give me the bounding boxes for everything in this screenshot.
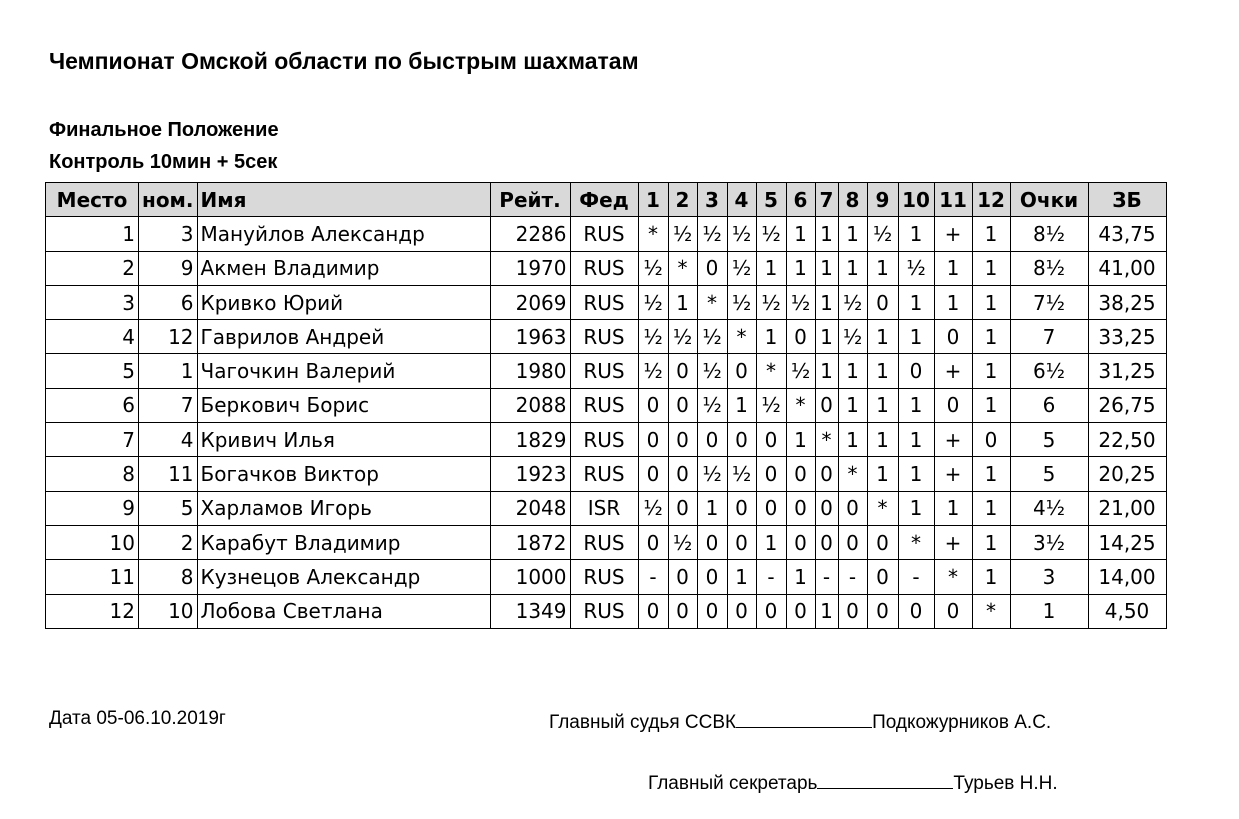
result-cell: 1 xyxy=(972,251,1010,285)
result-cell: 1 xyxy=(727,388,756,422)
result-cell: 0 xyxy=(815,388,838,422)
result-cell: * xyxy=(697,285,727,319)
rating-cell: 1872 xyxy=(490,525,570,559)
name-cell: Кривко Юрий xyxy=(197,285,490,319)
result-cell: 1 xyxy=(815,217,838,251)
result-cell: 1 xyxy=(867,320,898,354)
result-cell: 0 xyxy=(638,423,668,457)
name-cell: Мануйлов Александр xyxy=(197,217,490,251)
result-cell: 0 xyxy=(697,594,727,628)
result-cell: 0 xyxy=(934,594,972,628)
number-cell: 8 xyxy=(139,560,198,594)
result-cell: 1 xyxy=(815,320,838,354)
signature-line xyxy=(817,787,953,789)
rating-cell: 2069 xyxy=(490,285,570,319)
chief-secretary-signature xyxy=(648,773,1058,795)
rating-cell: 2286 xyxy=(490,217,570,251)
result-cell: * xyxy=(638,217,668,251)
result-cell: 0 xyxy=(668,457,697,491)
federation-cell: RUS xyxy=(570,594,638,628)
result-cell: ½ xyxy=(668,217,697,251)
signature-line xyxy=(736,726,872,728)
col-round-header: 2 xyxy=(668,183,697,217)
result-cell: ½ xyxy=(668,525,697,559)
rating-cell: 1829 xyxy=(490,423,570,457)
result-cell: * xyxy=(668,251,697,285)
table-row xyxy=(46,285,1167,319)
col-round-header: 6 xyxy=(786,183,815,217)
result-cell: ½ xyxy=(756,285,786,319)
rating-cell: 2048 xyxy=(490,491,570,525)
name-cell: Кузнецов Александр xyxy=(197,560,490,594)
points-cell: 5 xyxy=(1010,457,1088,491)
name-cell: Акмен Владимир xyxy=(197,251,490,285)
federation-cell: RUS xyxy=(570,251,638,285)
result-cell: 1 xyxy=(786,217,815,251)
result-cell: ½ xyxy=(638,285,668,319)
page-title: Чемпионат Омской области по быстрым шахматам xyxy=(49,48,639,74)
rating-cell: 1349 xyxy=(490,594,570,628)
result-cell: 1 xyxy=(786,251,815,285)
result-cell: + xyxy=(934,217,972,251)
result-cell: + xyxy=(934,525,972,559)
result-cell: - xyxy=(638,560,668,594)
name-cell: Богачков Виктор xyxy=(197,457,490,491)
col-round-header: 1 xyxy=(638,183,668,217)
federation-cell: RUS xyxy=(570,217,638,251)
result-cell: 1 xyxy=(898,423,934,457)
result-cell: ½ xyxy=(668,320,697,354)
result-cell: 1 xyxy=(756,320,786,354)
result-cell: ½ xyxy=(756,388,786,422)
result-cell: 0 xyxy=(786,320,815,354)
name-cell: Харламов Игорь xyxy=(197,491,490,525)
result-cell: 0 xyxy=(867,525,898,559)
result-cell: ½ xyxy=(838,285,867,319)
federation-cell: RUS xyxy=(570,388,638,422)
tiebreak-cell: 21,00 xyxy=(1088,491,1166,525)
place-cell: 1 xyxy=(46,217,139,251)
result-cell: 0 xyxy=(668,388,697,422)
place-cell: 10 xyxy=(46,525,139,559)
number-cell: 3 xyxy=(139,217,198,251)
table-row xyxy=(46,491,1167,525)
place-cell: 11 xyxy=(46,560,139,594)
result-cell: 1 xyxy=(898,457,934,491)
result-cell: 0 xyxy=(786,525,815,559)
result-cell: ½ xyxy=(638,251,668,285)
result-cell: ½ xyxy=(727,217,756,251)
result-cell: 1 xyxy=(815,354,838,388)
result-cell: 1 xyxy=(972,491,1010,525)
result-cell: 1 xyxy=(786,423,815,457)
place-cell: 7 xyxy=(46,423,139,457)
rating-cell: 1923 xyxy=(490,457,570,491)
table-header-row xyxy=(46,183,1167,217)
result-cell: ½ xyxy=(727,285,756,319)
result-cell: * xyxy=(898,525,934,559)
result-cell: - xyxy=(756,560,786,594)
result-cell: 1 xyxy=(867,457,898,491)
col-round-header: 11 xyxy=(934,183,972,217)
number-cell: 2 xyxy=(139,525,198,559)
standings-table xyxy=(45,182,1167,629)
result-cell: 0 xyxy=(727,491,756,525)
place-cell: 9 xyxy=(46,491,139,525)
result-cell: + xyxy=(934,354,972,388)
result-cell: * xyxy=(786,388,815,422)
tiebreak-cell: 4,50 xyxy=(1088,594,1166,628)
name-cell: Кривич Илья xyxy=(197,423,490,457)
result-cell: + xyxy=(934,423,972,457)
table-row xyxy=(46,594,1167,628)
table-row xyxy=(46,388,1167,422)
table-row xyxy=(46,560,1167,594)
col-place-header: Место xyxy=(46,183,139,217)
result-cell: ½ xyxy=(697,457,727,491)
result-cell: 0 xyxy=(756,423,786,457)
col-number-header: ном. xyxy=(139,183,198,217)
result-cell: ½ xyxy=(638,491,668,525)
col-round-header: 4 xyxy=(727,183,756,217)
federation-cell: RUS xyxy=(570,354,638,388)
number-cell: 10 xyxy=(139,594,198,628)
points-cell: 7 xyxy=(1010,320,1088,354)
federation-cell: RUS xyxy=(570,320,638,354)
table-row xyxy=(46,457,1167,491)
col-round-header: 12 xyxy=(972,183,1010,217)
result-cell: 0 xyxy=(756,491,786,525)
result-cell: 1 xyxy=(972,388,1010,422)
place-cell: 4 xyxy=(46,320,139,354)
tiebreak-cell: 43,75 xyxy=(1088,217,1166,251)
points-cell: 8½ xyxy=(1010,217,1088,251)
result-cell: 0 xyxy=(727,423,756,457)
tiebreak-cell: 26,75 xyxy=(1088,388,1166,422)
col-round-header: 9 xyxy=(867,183,898,217)
result-cell: 1 xyxy=(867,251,898,285)
result-cell: 1 xyxy=(972,457,1010,491)
chief-secretary-name: Турьев Н.Н. xyxy=(953,773,1058,794)
col-federation-header: Фед xyxy=(570,183,638,217)
result-cell: 1 xyxy=(972,217,1010,251)
result-cell: 1 xyxy=(867,354,898,388)
col-round-header: 5 xyxy=(756,183,786,217)
rating-cell: 1000 xyxy=(490,560,570,594)
result-cell: 1 xyxy=(815,285,838,319)
result-cell: 1 xyxy=(815,594,838,628)
federation-cell: RUS xyxy=(570,525,638,559)
result-cell: 1 xyxy=(867,388,898,422)
table-row xyxy=(46,525,1167,559)
result-cell: 0 xyxy=(934,320,972,354)
chief-judge-label: Главный судья ССВК xyxy=(549,712,737,733)
result-cell: 0 xyxy=(638,457,668,491)
tiebreak-cell: 33,25 xyxy=(1088,320,1166,354)
result-cell: 0 xyxy=(697,560,727,594)
result-cell: 1 xyxy=(898,320,934,354)
federation-cell: RUS xyxy=(570,423,638,457)
result-cell: 1 xyxy=(898,388,934,422)
result-cell: ½ xyxy=(838,320,867,354)
place-cell: 3 xyxy=(46,285,139,319)
result-cell: ½ xyxy=(786,285,815,319)
result-cell: ½ xyxy=(697,388,727,422)
chief-judge-name: Подкожурников А.С. xyxy=(872,712,1052,733)
result-cell: ½ xyxy=(638,354,668,388)
result-cell: 0 xyxy=(756,457,786,491)
name-cell: Гаврилов Андрей xyxy=(197,320,490,354)
result-cell: 1 xyxy=(786,560,815,594)
result-cell: 0 xyxy=(756,594,786,628)
result-cell: 1 xyxy=(838,423,867,457)
result-cell: 0 xyxy=(727,525,756,559)
result-cell: 0 xyxy=(638,594,668,628)
table-row xyxy=(46,423,1167,457)
result-cell: 1 xyxy=(898,491,934,525)
tiebreak-cell: 22,50 xyxy=(1088,423,1166,457)
rating-cell: 1963 xyxy=(490,320,570,354)
rating-cell: 2088 xyxy=(490,388,570,422)
place-cell: 8 xyxy=(46,457,139,491)
result-cell: * xyxy=(756,354,786,388)
result-cell: ½ xyxy=(638,320,668,354)
points-cell: 7½ xyxy=(1010,285,1088,319)
result-cell: ½ xyxy=(786,354,815,388)
name-cell: Карабут Владимир xyxy=(197,525,490,559)
result-cell: 0 xyxy=(727,594,756,628)
result-cell: + xyxy=(934,457,972,491)
result-cell: 0 xyxy=(697,251,727,285)
number-cell: 12 xyxy=(139,320,198,354)
result-cell: 0 xyxy=(898,354,934,388)
result-cell: 0 xyxy=(697,423,727,457)
points-cell: 6½ xyxy=(1010,354,1088,388)
result-cell: 0 xyxy=(668,594,697,628)
table-row xyxy=(46,217,1167,251)
result-cell: 1 xyxy=(972,525,1010,559)
col-points-header: Очки xyxy=(1010,183,1088,217)
result-cell: 0 xyxy=(638,388,668,422)
result-cell: 0 xyxy=(697,525,727,559)
col-round-header: 7 xyxy=(815,183,838,217)
result-cell: 0 xyxy=(972,423,1010,457)
tiebreak-cell: 14,25 xyxy=(1088,525,1166,559)
points-cell: 6 xyxy=(1010,388,1088,422)
result-cell: 0 xyxy=(867,285,898,319)
col-name-header: Имя xyxy=(197,183,490,217)
result-cell: * xyxy=(727,320,756,354)
result-cell: 1 xyxy=(815,251,838,285)
tiebreak-cell: 31,25 xyxy=(1088,354,1166,388)
result-cell: 1 xyxy=(838,388,867,422)
result-cell: 0 xyxy=(786,491,815,525)
number-cell: 7 xyxy=(139,388,198,422)
federation-cell: RUS xyxy=(570,457,638,491)
result-cell: 1 xyxy=(934,251,972,285)
col-tiebreak-header: ЗБ xyxy=(1088,183,1166,217)
result-cell: * xyxy=(815,423,838,457)
result-cell: 1 xyxy=(867,423,898,457)
number-cell: 5 xyxy=(139,491,198,525)
col-round-header: 3 xyxy=(697,183,727,217)
tournament-date: Дата 05-06.10.2019г xyxy=(49,708,226,729)
table-row xyxy=(46,251,1167,285)
result-cell: 0 xyxy=(727,354,756,388)
result-cell: 1 xyxy=(934,285,972,319)
result-cell: 0 xyxy=(668,491,697,525)
result-cell: 0 xyxy=(898,594,934,628)
federation-cell: RUS xyxy=(570,560,638,594)
result-cell: 1 xyxy=(972,285,1010,319)
number-cell: 1 xyxy=(139,354,198,388)
result-cell: 0 xyxy=(934,388,972,422)
result-cell: - xyxy=(838,560,867,594)
result-cell: 0 xyxy=(815,491,838,525)
result-cell: ½ xyxy=(867,217,898,251)
result-cell: * xyxy=(838,457,867,491)
result-cell: 1 xyxy=(756,525,786,559)
col-rating-header: Рейт. xyxy=(490,183,570,217)
place-cell: 2 xyxy=(46,251,139,285)
result-cell: 1 xyxy=(697,491,727,525)
result-cell: * xyxy=(934,560,972,594)
result-cell: ½ xyxy=(697,217,727,251)
points-cell: 8½ xyxy=(1010,251,1088,285)
rating-cell: 1970 xyxy=(490,251,570,285)
place-cell: 6 xyxy=(46,388,139,422)
points-cell: 4½ xyxy=(1010,491,1088,525)
result-cell: * xyxy=(972,594,1010,628)
result-cell: 0 xyxy=(838,594,867,628)
points-cell: 3 xyxy=(1010,560,1088,594)
points-cell: 5 xyxy=(1010,423,1088,457)
time-control: Контроль 10мин + 5сек xyxy=(49,151,278,173)
name-cell: Беркович Борис xyxy=(197,388,490,422)
number-cell: 4 xyxy=(139,423,198,457)
result-cell: 1 xyxy=(972,354,1010,388)
result-cell: 0 xyxy=(668,560,697,594)
place-cell: 5 xyxy=(46,354,139,388)
result-cell: 0 xyxy=(786,457,815,491)
result-cell: - xyxy=(815,560,838,594)
result-cell: ½ xyxy=(727,457,756,491)
table-row xyxy=(46,354,1167,388)
name-cell: Чагочкин Валерий xyxy=(197,354,490,388)
points-cell: 3½ xyxy=(1010,525,1088,559)
col-round-header: 10 xyxy=(898,183,934,217)
result-cell: 0 xyxy=(668,354,697,388)
result-cell: 1 xyxy=(972,320,1010,354)
number-cell: 11 xyxy=(139,457,198,491)
result-cell: 0 xyxy=(838,525,867,559)
tiebreak-cell: 20,25 xyxy=(1088,457,1166,491)
result-cell: 0 xyxy=(668,423,697,457)
chief-judge-signature xyxy=(549,712,1051,734)
result-cell: - xyxy=(898,560,934,594)
name-cell: Лобова Светлана xyxy=(197,594,490,628)
chief-secretary-label: Главный секретарь xyxy=(648,773,818,794)
rating-cell: 1980 xyxy=(490,354,570,388)
result-cell: 1 xyxy=(727,560,756,594)
result-cell: 0 xyxy=(867,560,898,594)
result-cell: 1 xyxy=(668,285,697,319)
table-row xyxy=(46,320,1167,354)
points-cell: 1 xyxy=(1010,594,1088,628)
result-cell: ½ xyxy=(697,354,727,388)
tiebreak-cell: 14,00 xyxy=(1088,560,1166,594)
federation-cell: ISR xyxy=(570,491,638,525)
tiebreak-cell: 38,25 xyxy=(1088,285,1166,319)
result-cell: ½ xyxy=(898,251,934,285)
number-cell: 9 xyxy=(139,251,198,285)
standings-subtitle: Финальное Положение xyxy=(49,119,279,141)
result-cell: 1 xyxy=(934,491,972,525)
federation-cell: RUS xyxy=(570,285,638,319)
result-cell: 1 xyxy=(898,217,934,251)
result-cell: 0 xyxy=(838,491,867,525)
result-cell: 0 xyxy=(815,457,838,491)
result-cell: ½ xyxy=(756,217,786,251)
tiebreak-cell: 41,00 xyxy=(1088,251,1166,285)
result-cell: 0 xyxy=(815,525,838,559)
result-cell: 0 xyxy=(786,594,815,628)
result-cell: 0 xyxy=(638,525,668,559)
result-cell: ½ xyxy=(727,251,756,285)
result-cell: 1 xyxy=(972,560,1010,594)
result-cell: 0 xyxy=(867,594,898,628)
result-cell: * xyxy=(867,491,898,525)
result-cell: 1 xyxy=(838,354,867,388)
place-cell: 12 xyxy=(46,594,139,628)
result-cell: 1 xyxy=(898,285,934,319)
result-cell: ½ xyxy=(697,320,727,354)
result-cell: 1 xyxy=(838,251,867,285)
result-cell: 1 xyxy=(838,217,867,251)
result-cell: 1 xyxy=(756,251,786,285)
col-round-header: 8 xyxy=(838,183,867,217)
number-cell: 6 xyxy=(139,285,198,319)
